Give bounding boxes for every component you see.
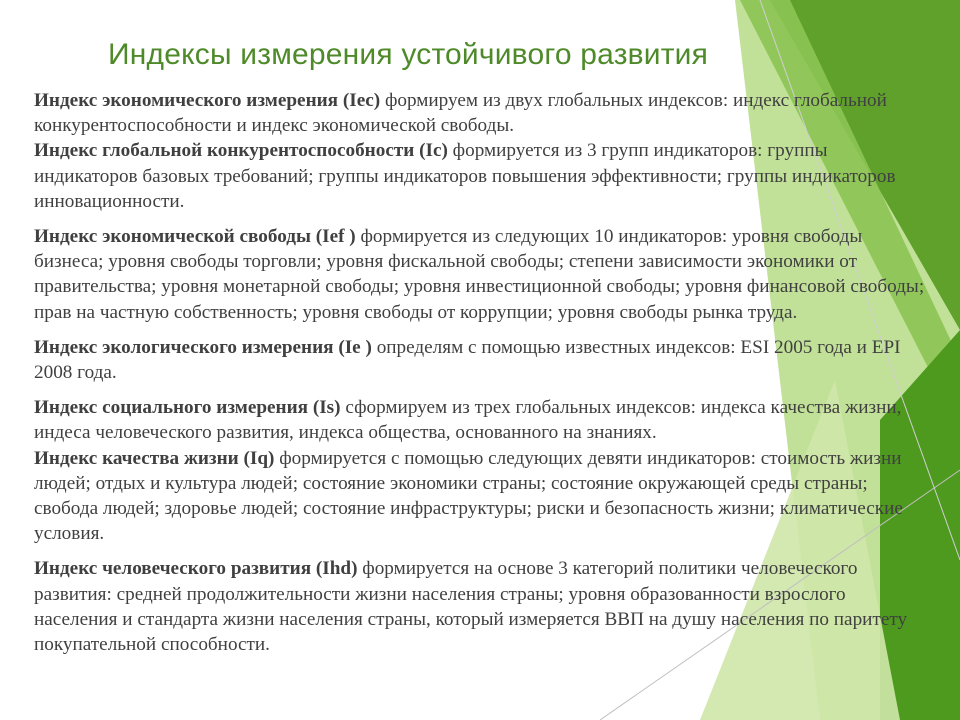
slide-title: Индексы измерения устойчивого развития <box>108 38 709 71</box>
index-freedom-desc: формируется из следующих 10 индикаторов: уровня свободы бизнеса; уровня свободы торговли; уровня фискальной свободы; степени зависимости экономики от правительства; уровня монетарной свободы; уровня инвестиционной свободы; уровня финансовой свободы; прав на частную собственность; уровня свободы от коррупции; уровня свободы рынка труда. <box>34 226 925 323</box>
index-competitiveness-name: Индекс глобальной конкурентоспособности (Ic) <box>34 140 448 162</box>
paragraph-ecological <box>34 335 930 385</box>
paragraph-freedom <box>34 224 930 325</box>
index-ecological-desc: определям с помощью известных индексов: ESI 2005 года и EPI 2008 года. <box>34 336 901 384</box>
index-quality-of-life-name: Индекс качества жизни (Iq) <box>34 447 275 469</box>
index-social-desc: сформируем из трех глобальных индексов: индекса качества жизни, индеса человеческого развития, индекса общества, основанного на знаниях. <box>34 397 902 444</box>
index-quality-of-life-desc: формируется с помощью следующих девяти индикаторов: стоимость жизни людей; отдых и культура людей; состояние экономики страны; состояние окружающей среды страны; свобода людей; здоровье людей; состояние инфраструктуры; риски и безопасность жизни; климатические условия. <box>34 447 903 545</box>
index-human-development-desc: формируется на основе 3 категорий политики человеческого развития: средней продолжительности жизни населения страны; уровня образованности взрослого населения и стандарта жизни населения страны, который измеряется ВВП на душу населения по паритету покупательной способности. <box>34 558 908 656</box>
paragraph-social <box>34 395 930 546</box>
index-economic-name: Индекс экономического измерения (Iec) <box>34 90 381 111</box>
index-ecological-name: Индекс экологического измерения (Ie ) <box>34 336 372 358</box>
paragraph-economic <box>34 88 930 214</box>
index-competitiveness-desc: формируется из 3 групп индикаторов: группы индикаторов базовых требований; группы индикаторов повышения эффективности; группы индикаторов инновационности. <box>34 140 896 212</box>
index-social-name: Индекс социального измерения (Is) <box>34 397 341 419</box>
index-economic-desc: формируем из двух глобальных индексов: индекс глобальной конкурентоспособности и индекс экономической свободы. <box>34 90 887 137</box>
index-freedom-name: Индекс экономической свободы (Ief ) <box>34 226 356 248</box>
slide-body <box>34 88 930 667</box>
index-human-development-name: Индекс человеческого развития (Ihd) <box>34 558 358 580</box>
paragraph-human-development <box>34 556 930 657</box>
